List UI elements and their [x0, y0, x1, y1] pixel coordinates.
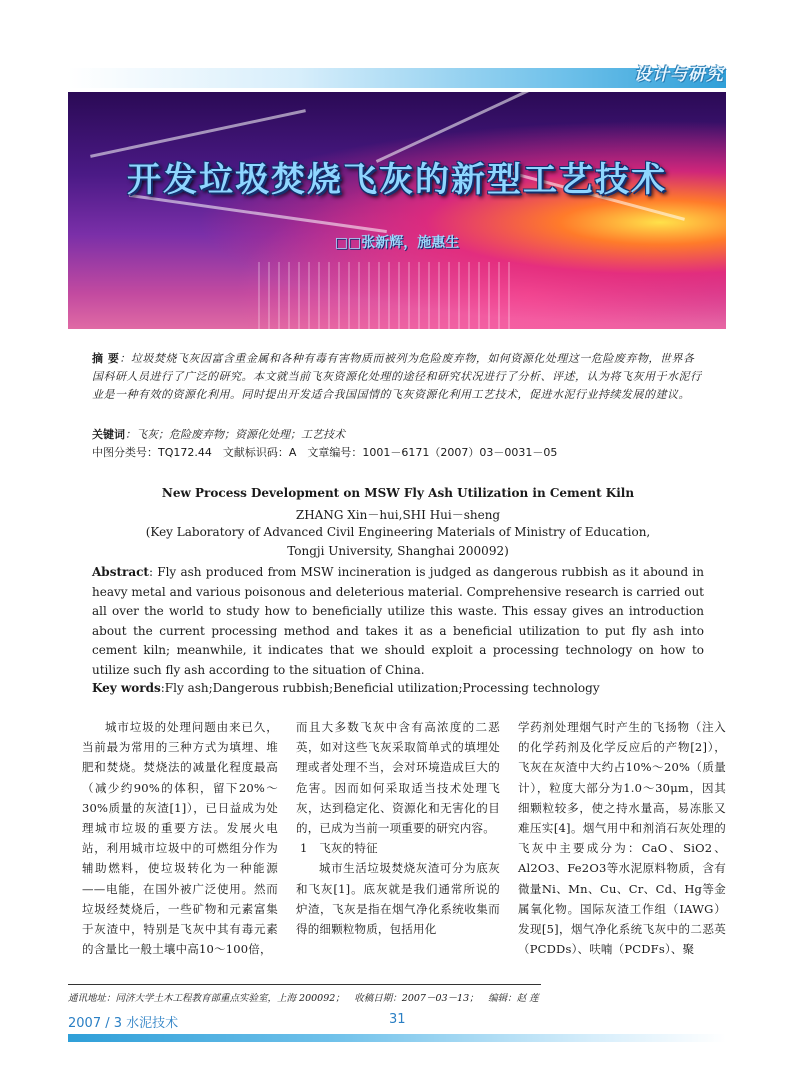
- cn-keywords: [92, 426, 704, 444]
- journal-name: 2007 / 3 水泥技术: [68, 1016, 179, 1031]
- body-column-1: [82, 717, 278, 959]
- body-column-2: [296, 717, 500, 939]
- article-title: 开发垃圾焚烧飞灰的新型工艺技术: [127, 160, 667, 200]
- en-title: New Process Development on MSW Fly Ash Utilization in Cement Kiln: [161, 486, 635, 500]
- section-heading: 1 飞灰的特征: [300, 841, 378, 856]
- footnote: 通讯地址：同济大学土木工程教育部重点实验室，上海 200092； 收稿日期：2007－03－13； 编辑：赵 莲: [68, 993, 539, 1004]
- en-keywords: [92, 681, 704, 695]
- en-affiliation-line1: (Key Laboratory of Advanced Civil Engineering Materials of Ministry of Education,: [145, 525, 651, 539]
- cn-keywords-text: ：飞灰；危险废弃物；资源化处理；工艺技术: [125, 428, 345, 441]
- title-banner: [68, 92, 726, 329]
- cn-abstract-text: ：垃圾焚烧飞灰因富含重金属和各种有毒有害物质而被列为危险废弃物，如何资源化处理这一危险废弃物，世界各国科研人员进行了广泛的研究。本文就当前飞灰资源化处理的途径和研究状况进行了分析、评述，认为将飞灰用于水泥行业是一种有效的资源化利用。同时提出开发适合我国国情的飞灰资源化利用工艺技术，促进水泥行业持续发展的建议。: [92, 352, 702, 401]
- en-abstract-text: : Fly ash produced from MSW incineration is judged as dangerous rubbish as it abound in heavy metal and various poisonous and deleterious material. Comprehensive research is carried out all over the world to study how to beneficially utilize this waste. This essay gives an introduction about the current processing method and takes it as a beneficial utilization to put fly ash into cement kiln; meanwhile, it indicates that we should exploit a processing technology on how to utilize such fly ash according to the situation of China.: [92, 565, 704, 677]
- en-keywords-label: Key words: [92, 681, 161, 695]
- footnote-rule: [68, 984, 541, 985]
- section-tag: 设计与研究: [634, 65, 724, 85]
- article-authors: □□张新辉，施惠生: [334, 235, 460, 251]
- body-paragraph: 学药剂处理烟气时产生的飞扬物（注入的化学药剂及化学反应后的产物[2]），飞灰在灰渣中大约占10%～20%（质量计），粒度大部分为1.0～30μm，因其细颗粒较多，使之持水量高，易冻胀又难压实[4]。烟气用中和剂消石灰处理的飞灰中主要成分为：CaO、SiO2、Al2O3、Fe2O3等水泥原料物质，含有微量Ni、Mn、Cu、Cr、Cd、Hg等金属氧化物。国际灰渣工作组（IAWG）发现[5]，烟气净化系统飞灰中的二恶英（PCDDs）、呋喃（PCDFs）、聚: [518, 720, 726, 957]
- en-abstract: [92, 563, 704, 680]
- cn-abstract: [92, 350, 704, 404]
- en-affiliation-line2: Tongji University, Shanghai 200092): [287, 544, 509, 558]
- en-keywords-text: :Fly ash;Dangerous rubbish;Beneficial utilization;Processing technology: [160, 681, 600, 695]
- en-authors: ZHANG Xin－hui,SHI Hui－sheng: [295, 508, 501, 522]
- footer-band: [68, 1034, 726, 1042]
- body-paragraph: 城市垃圾的处理问题由来已久，当前最为常用的三种方式为填埋、堆肥和焚烧。焚烧法的减量化程度最高（减少约90%的体积，留下20%～30%质量的灰渣[1]），已日益成为处理城市垃圾的重要方法。发展火电站，利用城市垃圾中的可燃组分作为辅助燃料，使垃圾转化为一种能源——电能，在国外被广泛使用。然而垃圾经焚烧后，一些矿物和元素富集于灰渣中，特别是飞灰中其有毒元素的含量比一般土壤中高10～100倍，: [82, 720, 278, 957]
- header-band: [68, 68, 726, 88]
- body-paragraph: 城市生活垃圾焚烧灰渣可分为底灰和飞灰[1]。底灰就是我们通常所说的炉渣，飞灰是指在烟气净化系统收集而得的细颗粒物质，包括用化: [296, 861, 500, 937]
- en-abstract-label: Abstract: [92, 565, 149, 579]
- cn-keywords-label: 关键词: [92, 428, 125, 441]
- page-number: 31: [389, 1012, 406, 1027]
- body-paragraph: 而且大多数飞灰中含有高浓度的二恶英，如对这些飞灰采取简单式的填埋处理或者处理不当，会对环境造成巨大的危害。因而如何采取适当技术处理飞灰，达到稳定化、资源化和无害化的目的，已成为当前一项重要的研究内容。: [296, 720, 500, 836]
- banner-streak: [90, 109, 306, 158]
- body-column-3: [518, 717, 726, 959]
- banner-grid: [258, 262, 518, 329]
- cn-abstract-label: 摘 要: [92, 352, 120, 365]
- cn-classification: 中图分类号：TQ172.44 文献标识码：A 文章编号：1001－6171（2007）03－0031－05: [92, 446, 558, 459]
